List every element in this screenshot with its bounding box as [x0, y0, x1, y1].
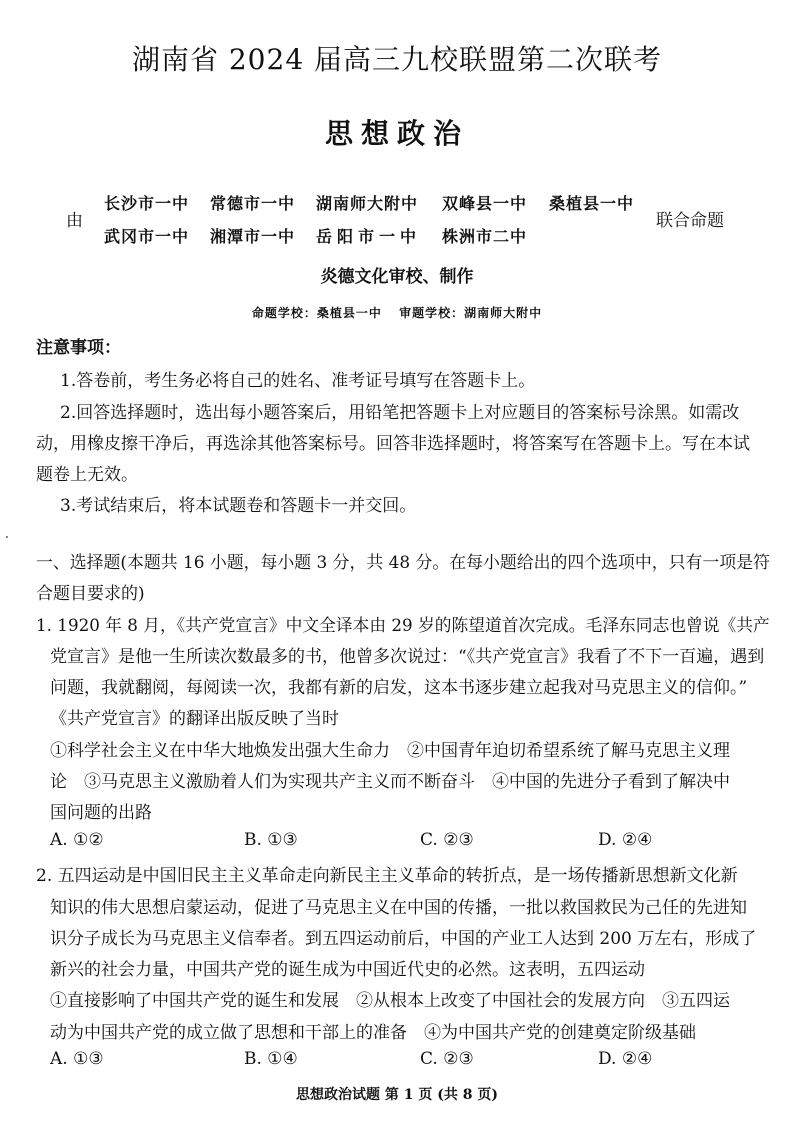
question-1-line: 1. 1920 年 8 月，《共产党宣言》中文全译本由 29 岁的陈望道首次完成。毛泽东同志也曾说《共产 [36, 616, 770, 636]
credits-line [0, 304, 794, 321]
question-1-line: 党宣言》是他一生所读次数最多的书，他曾多次说过：“《共产党宣言》我看了不下一百遍，遇到 [50, 647, 765, 667]
question-2-line: 识分子成长为马克思主义信奉者。到五四运动前后，中国的产业工人达到 200 万左右，形成了 [50, 929, 757, 949]
question-2-line: 知识的伟大思想启蒙运动，促进了马克思主义在中国的传播，一批以救国救民为己任的先进知 [50, 898, 747, 918]
school-name: 武冈市一中 [104, 227, 190, 246]
school-name: 双峰县一中 [442, 194, 528, 213]
question-1-line: 论 ③马克思主义激励着人们为实现共产主义而不断奋斗 ④中国的先进分子看到了解决中 [50, 772, 730, 792]
school-name: 长沙市一中 [104, 194, 190, 213]
question-1-option-b: B. ①③ [244, 830, 298, 850]
question-1-line: 《共产党宣言》的翻译出版反映了当时 [50, 709, 339, 729]
review-school: 审题学校：湖南师大附中 [399, 306, 543, 320]
school-name: 湖南师大附中 [316, 194, 419, 213]
question-1-line: 问题，我就翻阅，每阅读一次，我都有新的启发，这本书逐步建立起我对马克思主义的信仰。” [50, 678, 748, 698]
note-line: 1.答卷前，考生务必将自己的姓名、准考证号填写在答题卡上。 [60, 371, 536, 391]
question-2-line: 新兴的社会力量，中国共产党的诞生成为中国近代史的必然。这表明，五四运动 [50, 960, 645, 980]
question-2-line: 动为中国共产党的成立做了思想和干部上的准备 ④为中国共产党的创建奠定阶级基础 [50, 1023, 696, 1043]
school-name: 常德市一中 [210, 194, 296, 213]
subject-title: 思想政治 [324, 117, 469, 150]
joint-proposition-label: 联合命题 [656, 211, 724, 231]
scan-dot [6, 536, 8, 538]
section-heading: 一、选择题(本题共 16 小题，每小题 3 分，共 48 分。在每小题给出的四个选项中，只有一项是符 [36, 553, 770, 573]
school-name: 桑植县一中 [549, 194, 635, 213]
note-line: 动，用橡皮擦干净后，再选涂其他答案标号。回答非选择题时，将答案写在答题卡上。写在本试 [36, 434, 750, 454]
question-1-option-c: C. ②③ [420, 830, 474, 850]
proposition-school: 命题学校：桑植县一中 [251, 306, 382, 320]
note-line: 题卷上无效。 [36, 465, 138, 485]
exam-title: 湖南省 2024 届高三九校联盟第二次联考 [131, 43, 663, 76]
note-line: 2.回答选择题时，选出每小题答案后，用铅笔把答题卡上对应题目的答案标号涂黑。如需改 [60, 403, 740, 423]
page-footer: 思想政治试题 第 1 页 (共 8 页) [296, 1087, 498, 1103]
section-heading: 合题目要求的) [36, 584, 145, 604]
question-1-option-a: A. ①② [50, 830, 104, 850]
you-label: 由 [66, 211, 83, 231]
question-1-option-d: D. ②④ [598, 830, 653, 850]
question-1-line: ①科学社会主义在中华大地焕发出强大生命力 ②中国青年迫切希望系统了解马克思主义理 [50, 741, 730, 761]
school-name: 岳阳市一中 [316, 227, 422, 246]
note-line: 3.考试结束后，将本试题卷和答题卡一并交回。 [60, 496, 417, 516]
question-2-option-a: A. ①③ [50, 1049, 104, 1069]
notes-heading: 注意事项： [36, 338, 121, 358]
question-1-line: 国问题的出路 [50, 803, 152, 823]
question-2-option-b: B. ①④ [244, 1049, 298, 1069]
question-2-line: 2. 五四运动是中国旧民主主义革命走向新民主主义革命的转折点，是一场传播新思想新文化新 [36, 866, 738, 886]
school-name: 株洲市二中 [442, 227, 528, 246]
question-2-line: ①直接影响了中国共产党的诞生和发展 ②从根本上改变了中国社会的发展方向 ③五四运 [50, 991, 730, 1011]
question-2-option-d: D. ②④ [598, 1049, 653, 1069]
question-2-option-c: C. ②③ [420, 1049, 474, 1069]
audit-label: 炎德文化审校、制作 [320, 267, 474, 287]
school-name: 湘潭市一中 [210, 227, 296, 246]
